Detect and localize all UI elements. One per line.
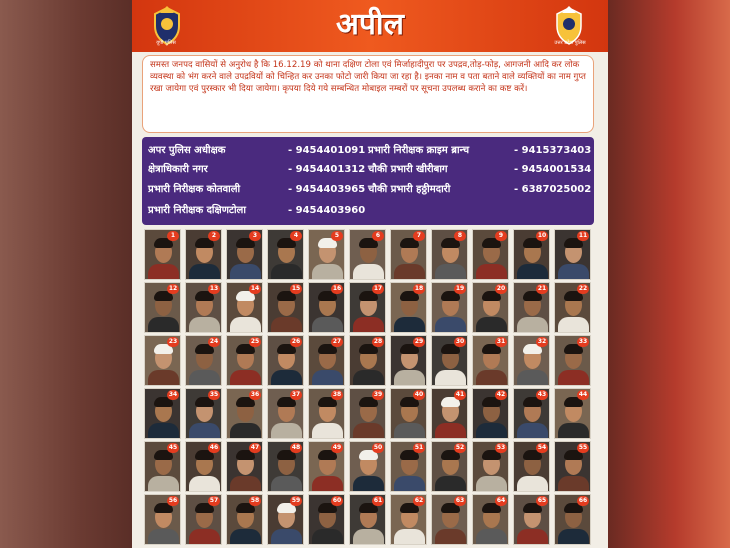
suspect-photo xyxy=(226,494,263,545)
photo-number-badge: 40 xyxy=(414,391,424,398)
suspect-body xyxy=(148,423,179,439)
suspect-body xyxy=(558,264,589,280)
photo-number-badge: 55 xyxy=(578,444,588,451)
contact-label: चौकी प्रभारी खीरीबाग xyxy=(368,164,448,175)
suspect-photo xyxy=(267,441,304,492)
photo-number-badge: 6 xyxy=(372,231,384,241)
suspect-body xyxy=(558,317,589,333)
suspect-body xyxy=(394,317,425,333)
photo-number-badge: 52 xyxy=(455,444,465,451)
suspect-photo xyxy=(431,494,468,545)
suspect-body xyxy=(394,370,425,386)
suspect-body xyxy=(148,317,179,333)
contact-kotwali xyxy=(148,182,364,198)
suspect-body xyxy=(517,264,548,280)
photo-number-badge: 59 xyxy=(291,497,301,504)
photo-number-badge: 51 xyxy=(414,444,424,451)
suspect-body xyxy=(353,529,384,545)
suspect-photo xyxy=(144,335,181,386)
suspect-photo xyxy=(472,441,509,492)
suspect-photo xyxy=(308,494,345,545)
contact-number: - 9454403960 xyxy=(288,205,366,216)
suspect-body xyxy=(271,476,302,492)
suspect-body xyxy=(230,317,261,333)
photo-number-badge: 25 xyxy=(250,338,260,345)
suspect-body xyxy=(435,476,466,492)
suspect-body xyxy=(517,317,548,333)
suspect-photo xyxy=(554,229,591,280)
suspect-body xyxy=(189,317,220,333)
photo-number-badge: 50 xyxy=(373,444,383,451)
suspect-body xyxy=(189,529,220,545)
suspect-body xyxy=(189,476,220,492)
photo-number-badge: 27 xyxy=(332,338,342,345)
suspect-photo xyxy=(472,282,509,333)
photo-number-badge: 19 xyxy=(455,285,465,292)
photo-number-badge: 23 xyxy=(168,338,178,345)
suspect-body xyxy=(230,370,261,386)
suspect-photo xyxy=(513,335,550,386)
photo-number-badge: 15 xyxy=(291,285,301,292)
suspect-photo xyxy=(431,282,468,333)
suspect-photo xyxy=(431,441,468,492)
suspect-photo xyxy=(513,494,550,545)
photo-number-badge: 58 xyxy=(250,497,260,504)
suspect-photo xyxy=(144,494,181,545)
photo-number-badge: 4 xyxy=(290,231,302,241)
photo-number-badge: 45 xyxy=(168,444,178,451)
contact-label: क्षेत्राधिकारी नगर xyxy=(148,164,208,175)
background-right-edge xyxy=(608,0,730,548)
suspect-photo xyxy=(513,388,550,439)
suspect-body xyxy=(435,317,466,333)
suspect-photo xyxy=(554,441,591,492)
contact-panel xyxy=(142,137,594,225)
suspect-body xyxy=(312,317,343,333)
header-band xyxy=(132,0,608,52)
photo-number-badge: 3 xyxy=(249,231,261,241)
suspect-body xyxy=(312,529,343,545)
suspect-body xyxy=(189,264,220,280)
notice-box xyxy=(142,55,594,133)
photo-number-badge: 60 xyxy=(332,497,342,504)
suspect-body xyxy=(271,529,302,545)
photo-number-badge: 43 xyxy=(537,391,547,398)
photo-number-badge: 33 xyxy=(578,338,588,345)
contact-label: चौकी प्रभारी हठ्ठीमदारी xyxy=(368,184,451,195)
photo-number-badge: 31 xyxy=(496,338,506,345)
photo-number-badge: 63 xyxy=(455,497,465,504)
left-emblem-caption: यूपी पुलिस xyxy=(156,40,176,46)
suspect-photo-grid xyxy=(144,229,596,548)
photo-number-badge: 5 xyxy=(331,231,343,241)
suspect-photo xyxy=(554,494,591,545)
photo-number-badge: 41 xyxy=(455,391,465,398)
suspect-body xyxy=(517,476,548,492)
suspect-body xyxy=(148,370,179,386)
suspect-photo xyxy=(226,229,263,280)
photo-number-badge: 48 xyxy=(291,444,301,451)
suspect-body xyxy=(148,264,179,280)
photo-number-badge: 53 xyxy=(496,444,506,451)
suspect-body xyxy=(517,370,548,386)
poster-title: अपील xyxy=(335,7,405,42)
photo-number-badge: 44 xyxy=(578,391,588,398)
photo-number-badge: 12 xyxy=(168,285,178,292)
background-left-edge xyxy=(0,0,132,548)
photo-number-badge: 20 xyxy=(496,285,506,292)
suspect-photo xyxy=(267,335,304,386)
suspect-photo xyxy=(185,229,222,280)
suspect-photo xyxy=(431,388,468,439)
suspect-body xyxy=(353,264,384,280)
suspect-body xyxy=(353,370,384,386)
suspect-photo xyxy=(185,494,222,545)
photo-number-badge: 26 xyxy=(291,338,301,345)
suspect-photo xyxy=(390,282,427,333)
suspect-photo xyxy=(349,229,386,280)
suspect-body xyxy=(353,423,384,439)
photo-number-badge: 14 xyxy=(250,285,260,292)
suspect-photo xyxy=(308,335,345,386)
contact-number: - 9454001534 xyxy=(514,164,592,175)
photo-number-badge: 13 xyxy=(209,285,219,292)
photo-number-badge: 22 xyxy=(578,285,588,292)
suspect-photo xyxy=(390,494,427,545)
suspect-photo xyxy=(349,494,386,545)
suspect-photo xyxy=(513,282,550,333)
suspect-photo xyxy=(472,229,509,280)
suspect-body xyxy=(230,423,261,439)
suspect-body xyxy=(476,264,507,280)
contact-khiribagh xyxy=(368,162,590,178)
photo-number-badge: 57 xyxy=(209,497,219,504)
suspect-photo xyxy=(349,388,386,439)
photo-number-badge: 10 xyxy=(537,232,547,239)
suspect-photo xyxy=(185,441,222,492)
suspect-photo xyxy=(513,441,550,492)
suspect-body xyxy=(230,476,261,492)
suspect-body xyxy=(394,264,425,280)
suspect-photo xyxy=(472,494,509,545)
suspect-photo xyxy=(267,282,304,333)
suspect-body xyxy=(271,264,302,280)
suspect-photo xyxy=(431,335,468,386)
suspect-body xyxy=(353,476,384,492)
suspect-photo xyxy=(472,335,509,386)
suspect-photo xyxy=(513,229,550,280)
photo-number-badge: 66 xyxy=(578,497,588,504)
suspect-body xyxy=(558,476,589,492)
suspect-photo xyxy=(144,282,181,333)
photo-number-badge: 35 xyxy=(209,391,219,398)
suspect-body xyxy=(517,423,548,439)
suspect-body xyxy=(271,423,302,439)
suspect-photo xyxy=(226,282,263,333)
photo-number-badge: 17 xyxy=(373,285,383,292)
photo-number-badge: 49 xyxy=(332,444,342,451)
suspect-body xyxy=(148,476,179,492)
photo-number-badge: 32 xyxy=(537,338,547,345)
suspect-body xyxy=(394,529,425,545)
suspect-photo xyxy=(349,282,386,333)
suspect-body xyxy=(353,317,384,333)
contact-number: - 9415373403 xyxy=(514,145,592,156)
photo-number-badge: 65 xyxy=(537,497,547,504)
suspect-body xyxy=(476,370,507,386)
suspect-photo xyxy=(185,282,222,333)
photo-number-badge: 36 xyxy=(250,391,260,398)
suspect-body xyxy=(189,423,220,439)
photo-number-badge: 2 xyxy=(208,231,220,241)
photo-number-badge: 56 xyxy=(168,497,178,504)
contact-co-city xyxy=(148,162,364,178)
contact-number: - 9454401091 xyxy=(288,145,366,156)
photo-number-badge: 11 xyxy=(578,232,588,239)
contact-label: प्रभारी निरीक्षक दक्षिणटोला xyxy=(148,205,246,216)
suspect-body xyxy=(558,370,589,386)
contact-asp xyxy=(148,143,364,159)
photo-number-badge: 47 xyxy=(250,444,260,451)
suspect-body xyxy=(271,370,302,386)
suspect-photo xyxy=(226,441,263,492)
photo-number-badge: 62 xyxy=(414,497,424,504)
suspect-body xyxy=(312,264,343,280)
suspect-photo xyxy=(308,282,345,333)
photo-number-badge: 61 xyxy=(373,497,383,504)
photo-number-badge: 29 xyxy=(414,338,424,345)
photo-number-badge: 9 xyxy=(495,231,507,241)
suspect-body xyxy=(476,423,507,439)
suspect-body xyxy=(476,317,507,333)
suspect-body xyxy=(435,529,466,545)
suspect-photo xyxy=(144,388,181,439)
suspect-photo xyxy=(267,388,304,439)
contact-number: - 9454401312 xyxy=(288,164,366,175)
photo-number-badge: 46 xyxy=(209,444,219,451)
suspect-photo xyxy=(267,494,304,545)
photo-number-badge: 37 xyxy=(291,391,301,398)
notice-text: समस्त जनपद वासियों से अनुरोध है कि 16.12.19 को थाना दक्षिण टोला एवं मिर्जाहादीपुरा पर उपद्रव,तोड़-फोड़, आगजनी आदि कर लोक व्यवस्था को भंग करने वाले उपद्रवियों को चिन्हित कर उनका फोटो जारी किया जा रहा है। इनका नाम व पता बताने वाले व्यक्तियों का नाम गुप्त रखा जायेगा एवं पुरस्कार भी दिया जायेगा। कृपया दिये गये सम्बन्धित मोबाइल नम्बरों पर सूचना उपलब्ध कराने का कष्ट करें। xyxy=(150,60,586,95)
contact-label: अपर पुलिस अधीक्षक xyxy=(148,145,226,156)
suspect-body xyxy=(435,264,466,280)
photo-number-badge: 16 xyxy=(332,285,342,292)
photo-number-badge: 28 xyxy=(373,338,383,345)
suspect-body xyxy=(517,529,548,545)
suspect-body xyxy=(271,317,302,333)
suspect-body xyxy=(435,370,466,386)
suspect-body xyxy=(312,423,343,439)
photo-number-badge: 34 xyxy=(168,391,178,398)
suspect-photo xyxy=(390,441,427,492)
contact-hatthimadari xyxy=(368,182,590,198)
contact-dakshintola xyxy=(148,203,364,219)
suspect-photo xyxy=(226,335,263,386)
suspect-photo xyxy=(308,388,345,439)
suspect-body xyxy=(476,529,507,545)
suspect-body xyxy=(189,370,220,386)
photo-number-badge: 18 xyxy=(414,285,424,292)
suspect-photo xyxy=(349,441,386,492)
contact-number: - 6387025002 xyxy=(514,184,592,195)
suspect-photo xyxy=(390,335,427,386)
suspect-body xyxy=(394,476,425,492)
suspect-body xyxy=(558,423,589,439)
photo-number-badge: 30 xyxy=(455,338,465,345)
photo-number-badge: 8 xyxy=(454,231,466,241)
suspect-photo xyxy=(390,388,427,439)
suspect-body xyxy=(476,476,507,492)
suspect-body xyxy=(312,370,343,386)
contact-number: - 9454403965 xyxy=(288,184,366,195)
photo-number-badge: 64 xyxy=(496,497,506,504)
suspect-photo xyxy=(308,229,345,280)
photo-number-badge: 39 xyxy=(373,391,383,398)
suspect-body xyxy=(312,476,343,492)
contact-label: प्रभारी निरीक्षक कोतवाली xyxy=(148,184,241,195)
suspect-body xyxy=(230,264,261,280)
suspect-photo xyxy=(185,335,222,386)
suspect-body xyxy=(435,423,466,439)
suspect-photo xyxy=(390,229,427,280)
contact-label: प्रभारी निरीक्षक क्राइम ब्रान्च xyxy=(368,145,470,156)
photo-number-badge: 38 xyxy=(332,391,342,398)
appeal-poster xyxy=(132,0,608,548)
suspect-photo xyxy=(267,229,304,280)
suspect-photo xyxy=(472,388,509,439)
suspect-body xyxy=(558,529,589,545)
suspect-photo xyxy=(349,335,386,386)
suspect-photo xyxy=(554,335,591,386)
suspect-photo xyxy=(144,441,181,492)
right-emblem-caption: उत्तर प्रदेश पुलिस xyxy=(554,40,586,46)
suspect-body xyxy=(230,529,261,545)
suspect-photo xyxy=(554,388,591,439)
photo-number-badge: 54 xyxy=(537,444,547,451)
suspect-photo xyxy=(185,388,222,439)
suspect-photo xyxy=(144,229,181,280)
contact-crime-branch xyxy=(368,143,590,159)
photo-number-badge: 42 xyxy=(496,391,506,398)
photo-number-badge: 24 xyxy=(209,338,219,345)
suspect-body xyxy=(148,529,179,545)
photo-number-badge: 7 xyxy=(413,231,425,241)
photo-number-badge: 21 xyxy=(537,285,547,292)
suspect-photo xyxy=(308,441,345,492)
suspect-photo xyxy=(431,229,468,280)
suspect-body xyxy=(394,423,425,439)
suspect-photo xyxy=(226,388,263,439)
photo-number-badge: 1 xyxy=(167,231,179,241)
suspect-photo xyxy=(554,282,591,333)
